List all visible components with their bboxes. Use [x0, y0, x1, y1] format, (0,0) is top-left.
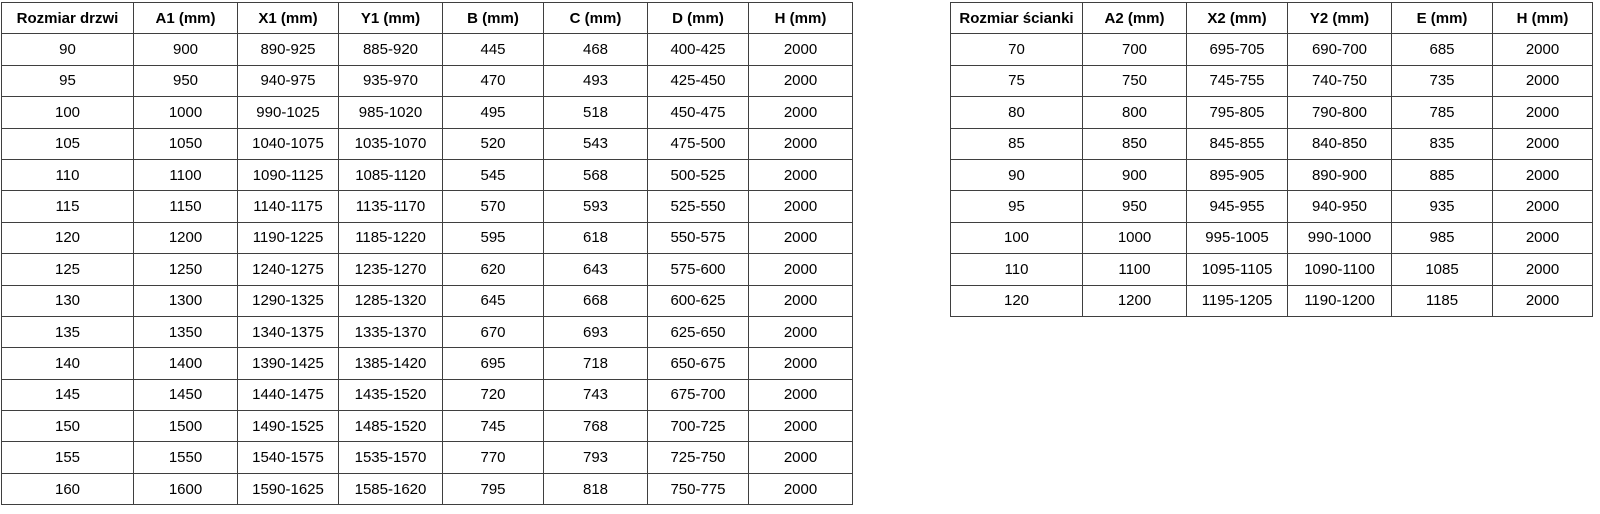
table-cell: 1385-1420 — [339, 348, 443, 379]
table-cell: 95 — [951, 191, 1083, 222]
table-cell: 155 — [2, 442, 134, 473]
table-cell: 468 — [544, 34, 648, 65]
table-cell: 1050 — [134, 128, 238, 159]
table-cell: 1035-1070 — [339, 128, 443, 159]
table-cell: 1085-1120 — [339, 159, 443, 190]
table-cell: 2000 — [749, 128, 853, 159]
table-cell: 2000 — [749, 348, 853, 379]
table-row — [951, 222, 1593, 253]
table-cell: 743 — [544, 379, 648, 410]
table-cell: 950 — [1083, 191, 1187, 222]
table-cell: 1535-1570 — [339, 442, 443, 473]
table-row — [2, 442, 853, 473]
table-cell: 685 — [1392, 34, 1493, 65]
table-cell: 1540-1575 — [238, 442, 339, 473]
table-cell: 2000 — [749, 65, 853, 96]
table-cell: 1490-1525 — [238, 411, 339, 442]
table-cell: 668 — [544, 285, 648, 316]
table-cell: 2000 — [1493, 65, 1593, 96]
table-row — [2, 379, 853, 410]
table-cell: 2000 — [749, 473, 853, 504]
table-cell: 1040-1075 — [238, 128, 339, 159]
table-cell: 945-955 — [1187, 191, 1288, 222]
table-cell: 793 — [544, 442, 648, 473]
table-cell: 2000 — [749, 97, 853, 128]
table-cell: 85 — [951, 128, 1083, 159]
table-cell: 150 — [2, 411, 134, 442]
table-cell: 1200 — [134, 222, 238, 253]
table-cell: 1195-1205 — [1187, 285, 1288, 316]
table-cell: 2000 — [749, 442, 853, 473]
table-cell: 985 — [1392, 222, 1493, 253]
table-cell: 120 — [951, 285, 1083, 316]
table-row — [2, 285, 853, 316]
table-cell: 520 — [443, 128, 544, 159]
table-cell: 2000 — [749, 379, 853, 410]
table-cell: 110 — [2, 159, 134, 190]
table-cell: 135 — [2, 316, 134, 347]
table-row — [2, 222, 853, 253]
table-cell: 1185-1220 — [339, 222, 443, 253]
column-header: C (mm) — [544, 3, 648, 34]
table-cell: 693 — [544, 316, 648, 347]
table-row — [2, 97, 853, 128]
table-cell: 850 — [1083, 128, 1187, 159]
table-cell: 2000 — [749, 222, 853, 253]
table-cell: 700 — [1083, 34, 1187, 65]
table-cell: 1500 — [134, 411, 238, 442]
table-cell: 1450 — [134, 379, 238, 410]
column-header: Y1 (mm) — [339, 3, 443, 34]
table-row — [2, 316, 853, 347]
table-cell: 650-675 — [648, 348, 749, 379]
table-cell: 1200 — [1083, 285, 1187, 316]
table-cell: 1435-1520 — [339, 379, 443, 410]
table-cell: 795-805 — [1187, 97, 1288, 128]
table-row — [951, 34, 1593, 65]
column-header: X2 (mm) — [1187, 3, 1288, 34]
table-cell: 985-1020 — [339, 97, 443, 128]
table-cell: 845-855 — [1187, 128, 1288, 159]
table-cell: 595 — [443, 222, 544, 253]
table-cell: 1100 — [1083, 254, 1187, 285]
table-cell: 543 — [544, 128, 648, 159]
table-cell: 495 — [443, 97, 544, 128]
table-cell: 735 — [1392, 65, 1493, 96]
table-cell: 100 — [951, 222, 1083, 253]
table-cell: 445 — [443, 34, 544, 65]
table-cell: 450-475 — [648, 97, 749, 128]
table-cell: 470 — [443, 65, 544, 96]
table-cell: 1000 — [1083, 222, 1187, 253]
table-row — [2, 159, 853, 190]
table-cell: 125 — [2, 254, 134, 285]
table-cell: 1300 — [134, 285, 238, 316]
table-cell: 425-450 — [648, 65, 749, 96]
table-cell: 1350 — [134, 316, 238, 347]
table-cell: 2000 — [749, 411, 853, 442]
table-cell: 550-575 — [648, 222, 749, 253]
table-cell: 745-755 — [1187, 65, 1288, 96]
column-header: A1 (mm) — [134, 3, 238, 34]
table-cell: 2000 — [749, 254, 853, 285]
table-cell: 1000 — [134, 97, 238, 128]
table-cell: 643 — [544, 254, 648, 285]
table-cell: 2000 — [1493, 128, 1593, 159]
table-cell: 645 — [443, 285, 544, 316]
header-row — [2, 3, 853, 34]
column-header: Rozmiar ścianki — [951, 3, 1083, 34]
table-cell: 100 — [2, 97, 134, 128]
table-cell: 818 — [544, 473, 648, 504]
table-cell: 1400 — [134, 348, 238, 379]
table-cell: 115 — [2, 191, 134, 222]
table-cell: 1550 — [134, 442, 238, 473]
table-cell: 2000 — [749, 159, 853, 190]
table-cell: 1440-1475 — [238, 379, 339, 410]
table-cell: 940-950 — [1288, 191, 1392, 222]
table-cell: 95 — [2, 65, 134, 96]
table-cell: 568 — [544, 159, 648, 190]
column-header: X1 (mm) — [238, 3, 339, 34]
table-row — [2, 65, 853, 96]
table-cell: 525-550 — [648, 191, 749, 222]
table-cell: 105 — [2, 128, 134, 159]
table-cell: 1600 — [134, 473, 238, 504]
table-cell: 1335-1370 — [339, 316, 443, 347]
table-cell: 725-750 — [648, 442, 749, 473]
table-cell: 1590-1625 — [238, 473, 339, 504]
table-row — [951, 128, 1593, 159]
table-cell: 675-700 — [648, 379, 749, 410]
header-row — [951, 3, 1593, 34]
table-cell: 690-700 — [1288, 34, 1392, 65]
table-cell: 700-725 — [648, 411, 749, 442]
table-row — [951, 159, 1593, 190]
table-cell: 2000 — [749, 285, 853, 316]
column-header: H (mm) — [1493, 3, 1593, 34]
table-cell: 2000 — [749, 316, 853, 347]
table-cell: 940-975 — [238, 65, 339, 96]
table-cell: 718 — [544, 348, 648, 379]
table-row — [2, 411, 853, 442]
table-cell: 770 — [443, 442, 544, 473]
table-cell: 2000 — [1493, 159, 1593, 190]
column-header: B (mm) — [443, 3, 544, 34]
table-cell: 900 — [1083, 159, 1187, 190]
table-cell: 2000 — [1493, 222, 1593, 253]
table-row — [951, 65, 1593, 96]
column-header: E (mm) — [1392, 3, 1493, 34]
table-cell: 1135-1170 — [339, 191, 443, 222]
table-cell: 895-905 — [1187, 159, 1288, 190]
table-row — [951, 254, 1593, 285]
table-cell: 1095-1105 — [1187, 254, 1288, 285]
table-cell: 750-775 — [648, 473, 749, 504]
table-cell: 1185 — [1392, 285, 1493, 316]
table-cell: 768 — [544, 411, 648, 442]
column-header: Rozmiar drzwi — [2, 3, 134, 34]
table-cell: 570 — [443, 191, 544, 222]
table-cell: 695 — [443, 348, 544, 379]
table-cell: 885 — [1392, 159, 1493, 190]
table-cell: 800 — [1083, 97, 1187, 128]
table-cell: 1090-1125 — [238, 159, 339, 190]
table-cell: 935 — [1392, 191, 1493, 222]
table-cell: 493 — [544, 65, 648, 96]
table-cell: 695-705 — [1187, 34, 1288, 65]
table-cell: 1085 — [1392, 254, 1493, 285]
table-cell: 620 — [443, 254, 544, 285]
table-cell: 618 — [544, 222, 648, 253]
table-cell: 1190-1200 — [1288, 285, 1392, 316]
column-header: H (mm) — [749, 3, 853, 34]
table-row — [951, 285, 1593, 316]
table-cell: 545 — [443, 159, 544, 190]
table-row — [2, 34, 853, 65]
table-cell: 1190-1225 — [238, 222, 339, 253]
table-cell: 890-900 — [1288, 159, 1392, 190]
table-cell: 1585-1620 — [339, 473, 443, 504]
table-cell: 80 — [951, 97, 1083, 128]
table-row — [2, 128, 853, 159]
table-cell: 1240-1275 — [238, 254, 339, 285]
table-cell: 745 — [443, 411, 544, 442]
table-cell: 2000 — [1493, 97, 1593, 128]
table-cell: 90 — [2, 34, 134, 65]
table-cell: 1485-1520 — [339, 411, 443, 442]
table-cell: 795 — [443, 473, 544, 504]
table-cell: 950 — [134, 65, 238, 96]
table-cell: 518 — [544, 97, 648, 128]
table-cell: 1235-1270 — [339, 254, 443, 285]
table-cell: 790-800 — [1288, 97, 1392, 128]
table-cell: 130 — [2, 285, 134, 316]
table-cell: 1090-1100 — [1288, 254, 1392, 285]
table-cell: 1100 — [134, 159, 238, 190]
table-cell: 785 — [1392, 97, 1493, 128]
table-cell: 575-600 — [648, 254, 749, 285]
table-row — [2, 254, 853, 285]
table-cell: 935-970 — [339, 65, 443, 96]
table-cell: 740-750 — [1288, 65, 1392, 96]
table-cell: 840-850 — [1288, 128, 1392, 159]
table-cell: 720 — [443, 379, 544, 410]
table-cell: 2000 — [1493, 34, 1593, 65]
table-cell: 90 — [951, 159, 1083, 190]
table-cell: 120 — [2, 222, 134, 253]
table-row — [2, 473, 853, 504]
table-cell: 670 — [443, 316, 544, 347]
table-cell: 140 — [2, 348, 134, 379]
table-cell: 1390-1425 — [238, 348, 339, 379]
table-row — [951, 97, 1593, 128]
table-cell: 70 — [951, 34, 1083, 65]
table-cell: 160 — [2, 473, 134, 504]
table-cell: 750 — [1083, 65, 1187, 96]
column-header: D (mm) — [648, 3, 749, 34]
table-cell: 500-525 — [648, 159, 749, 190]
table-cell: 625-650 — [648, 316, 749, 347]
table-cell: 990-1025 — [238, 97, 339, 128]
table-cell: 593 — [544, 191, 648, 222]
table-cell: 1290-1325 — [238, 285, 339, 316]
table-cell: 2000 — [1493, 285, 1593, 316]
wall-size-table — [950, 2, 1593, 317]
table-cell: 475-500 — [648, 128, 749, 159]
table-cell: 835 — [1392, 128, 1493, 159]
table-cell: 600-625 — [648, 285, 749, 316]
table-cell: 1340-1375 — [238, 316, 339, 347]
table-cell: 1150 — [134, 191, 238, 222]
table-cell: 990-1000 — [1288, 222, 1392, 253]
table-cell: 2000 — [749, 191, 853, 222]
column-header: Y2 (mm) — [1288, 3, 1392, 34]
table-cell: 995-1005 — [1187, 222, 1288, 253]
table-cell: 2000 — [1493, 254, 1593, 285]
column-header: A2 (mm) — [1083, 3, 1187, 34]
door-size-table — [1, 2, 853, 505]
table-cell: 885-920 — [339, 34, 443, 65]
table-cell: 1140-1175 — [238, 191, 339, 222]
table-cell: 110 — [951, 254, 1083, 285]
table-row — [951, 191, 1593, 222]
table-cell: 145 — [2, 379, 134, 410]
table-cell: 1250 — [134, 254, 238, 285]
table-cell: 900 — [134, 34, 238, 65]
table-cell: 2000 — [749, 34, 853, 65]
table-cell: 75 — [951, 65, 1083, 96]
table-cell: 400-425 — [648, 34, 749, 65]
table-cell: 2000 — [1493, 191, 1593, 222]
table-cell: 1285-1320 — [339, 285, 443, 316]
table-row — [2, 191, 853, 222]
table-cell: 890-925 — [238, 34, 339, 65]
table-row — [2, 348, 853, 379]
